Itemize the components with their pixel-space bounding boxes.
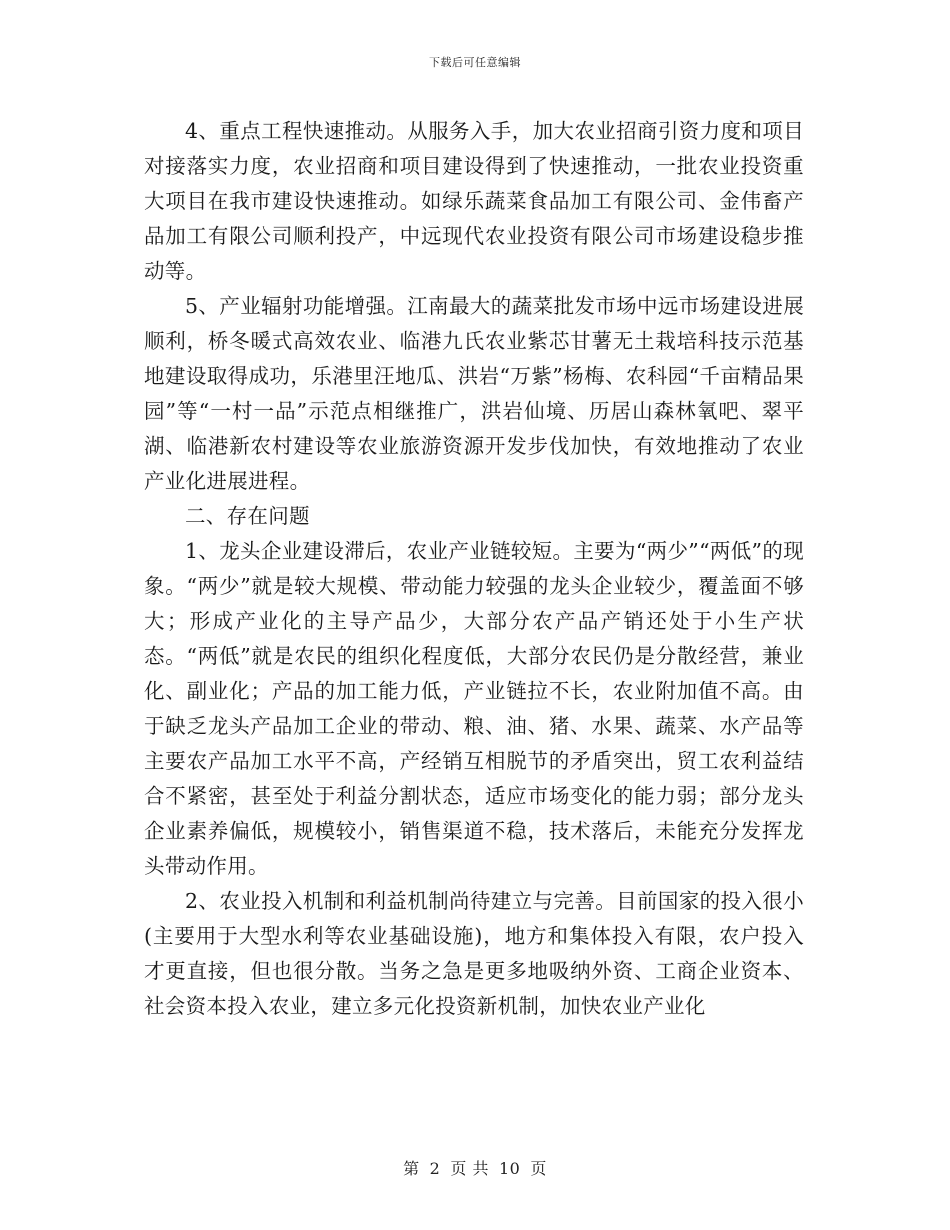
paragraph-problem-1: 1、龙头企业建设滞后，农业产业链较短。主要为“两少”“两低”的现象。“两少”就是较大规模、带动能力较强的龙头企业较少，覆盖面不够大；形成产业化的主导产品少，大部分农产品产销还处于小生产状态。“两低”就是农民的组织化程度低，大部分农民仍是分散经营，兼业化、副业化；产品的加工能力低，产业链拉不长，农业附加值不高。由于缺乏龙头产品加工企业的带动、粮、油、猪、水果、蔬菜、水产品等主要农产品加工水平不高，产经销互相脱节的矛盾突出，贸工农利益结合不紧密，甚至处于利益分割状态，适应市场变化的能力弱；部分龙头企业素养偏低，规模较小，销售渠道不稳，技术落后，未能充分发挥龙头带动作用。: [144, 539, 804, 878]
paragraph-item-4: 4、重点工程快速推动。从服务入手，加大农业招商引资力度和项目对接落实力度，农业招商和项目建设得到了快速推动，一批农业投资重大项目在我市建设快速推动。如绿乐蔬菜食品加工有限公司、金伟畜产品加工有限公司顺利投产，中远现代农业投资有限公司市场建设稳步推动等。: [144, 119, 804, 283]
footer-middle: 页 共: [450, 1159, 489, 1178]
page-footer: [0, 1156, 950, 1179]
footer-prefix: 第: [403, 1159, 420, 1178]
page-header-note: 下载后可任意编辑: [429, 56, 521, 69]
footer-suffix: 页: [530, 1159, 547, 1178]
footer-current-page: 2: [429, 1159, 441, 1178]
document-body: [144, 114, 804, 1024]
paragraph-item-5: 5、产业辐射功能增强。江南最大的蔬菜批发市场中远市场建设进展顺利，桥冬暖式高效农业、临港九氏农业紫芯甘薯无土栽培科技示范基地建设取得成功，乐港里汪地瓜、洪岩“万紫”杨梅、农科园“千亩精品果园”等“一村一品”示范点相继推广，洪岩仙境、历居山森林氧吧、翠平湖、临港新农村建设等农业旅游资源开发步伐加快，有效地推动了农业产业化进展进程。: [144, 294, 804, 493]
footer-total-pages: 10: [498, 1159, 521, 1178]
paragraph-problem-2: 2、农业投入机制和利益机制尚待建立与完善。目前国家的投入很小(主要用于大型水利等农业基础设施)，地方和集体投入有限，农户投入才更直接，但也很分散。当务之急是更多地吸纳外资、工商企业资本、社会资本投入农业，建立多元化投资新机制，加快农业产业化: [144, 889, 804, 1018]
section-heading-problems: 二、存在问题: [185, 504, 310, 528]
